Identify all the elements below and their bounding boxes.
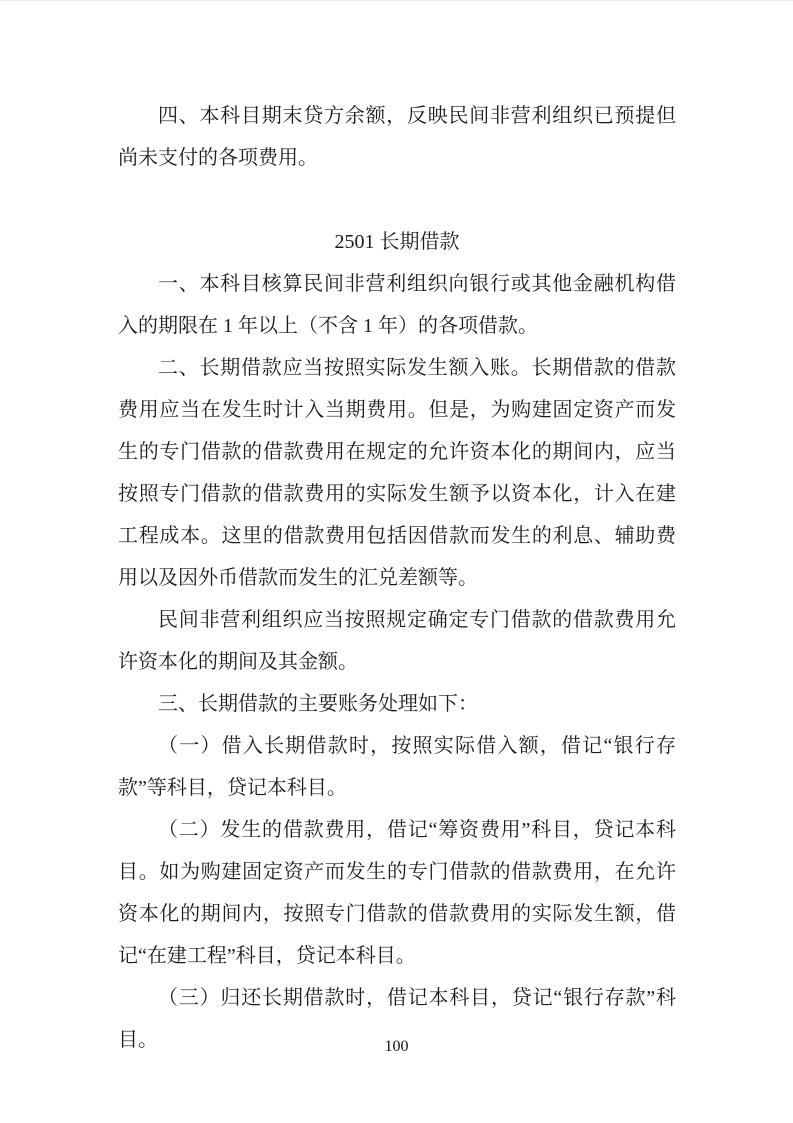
- paragraph-sub1-borrowing: （一）借入长期借款时，按照实际借入额，借记“银行存款”等科目，贷记本科目。: [118, 735, 676, 799]
- paragraph-item4-closing-balance: 四、本科目期末贷方余额，反映民间非营利组织已预提但尚未支付的各项费用。: [118, 105, 676, 169]
- paragraph-item3-accounting-intro: 三、长期借款的主要账务处理如下：: [158, 693, 478, 715]
- section-heading-2501-long-term-loans: 2501 长期借款: [334, 231, 460, 253]
- paragraph-sub3-repayment: （三）归还长期借款时，借记本科目，贷记“银行存款”科目。: [118, 987, 676, 1051]
- text-block: [118, 95, 676, 1061]
- paragraph-item1-scope: 一、本科目核算民间非营利组织向银行或其他金融机构借入的期限在 1 年以上（不含 1 年）的各项借款。: [118, 273, 676, 337]
- paragraph-capitalization-period: 民间非营利组织应当按照规定确定专门借款的借款费用允许资本化的期间及其金额。: [118, 609, 676, 673]
- paragraph-item2-measurement: 二、长期借款应当按照实际发生额入账。长期借款的借款费用应当在发生时计入当期费用。但是，为购建固定资产而发生的专门借款的借款费用在规定的允许资本化的期间内，应当按照专门借款的借款费用的实际发生额予以资本化，计入在建工程成本。这里的借款费用包括因借款而发生的利息、辅助费用以及因外币借款而发生的汇兑差额等。: [118, 357, 676, 589]
- paragraph-sub2-borrowing-costs: （二）发生的借款费用，借记“筹资费用”科目，贷记本科目。如为购建固定资产而发生的专门借款的借款费用，在允许资本化的期间内，按照专门借款的借款费用的实际发生额，借记“在建工程”科目，贷记本科目。: [118, 819, 676, 967]
- page-number: 100: [384, 1038, 409, 1055]
